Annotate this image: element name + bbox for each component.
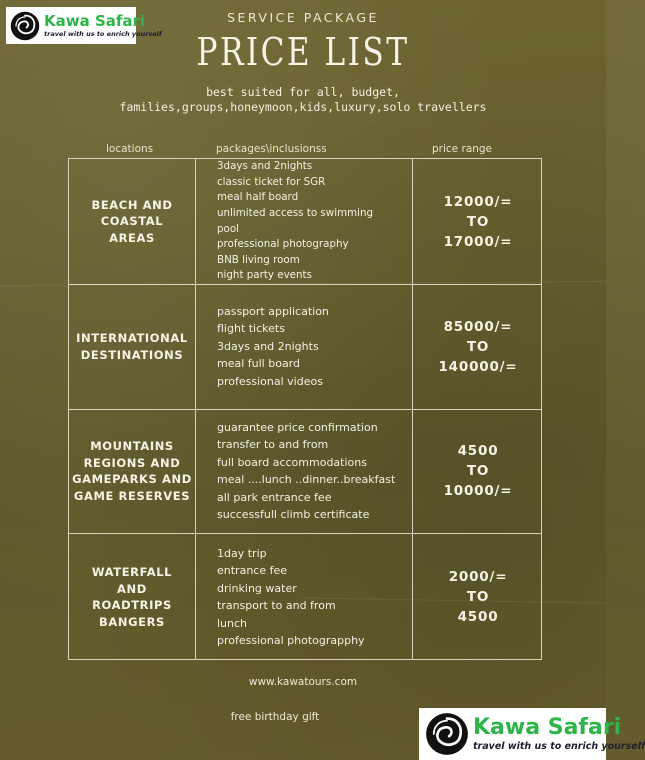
price-line: 10000/= <box>443 483 513 499</box>
location-line: AND <box>117 581 147 596</box>
footer-note: free birthday gift <box>230 711 320 723</box>
package-item: transport to and from <box>217 599 336 612</box>
package-item: pool <box>217 222 239 235</box>
price-line: 4500 <box>457 443 499 459</box>
package-item: lunch <box>217 616 248 630</box>
swirl-logo-icon <box>425 712 469 756</box>
table-row-location <box>69 409 195 533</box>
package-item: professional photography <box>217 238 349 251</box>
package-item: meal full board <box>217 357 300 371</box>
location-line: MOUNTAINS <box>90 439 174 453</box>
location-line: GAME RESERVES <box>73 488 191 503</box>
package-item: successfull climb certificate <box>217 508 370 521</box>
package-item: professional videos <box>217 374 323 388</box>
price-line: 140000/= <box>438 358 518 375</box>
page-title: PRICE LIST <box>196 30 410 74</box>
package-item: unlimited access to swimming <box>217 206 374 219</box>
location-line: GAMEPARKS AND <box>72 472 192 486</box>
table-row-price <box>413 533 543 661</box>
location-line: DESTINATIONS <box>80 347 184 362</box>
table-row-packages <box>217 533 407 661</box>
table-row-price <box>413 159 543 284</box>
price-line: 85000/= <box>443 318 513 335</box>
package-item: classic ticket for SGR <box>217 175 326 188</box>
table-row-location <box>69 159 195 284</box>
price-line: 4500 <box>457 609 499 625</box>
location-line: ROADTRIPS <box>92 598 172 612</box>
column-header-price: price range <box>432 143 493 155</box>
package-item: drinking water <box>217 581 297 595</box>
location-line: AREAS <box>109 230 155 245</box>
price-line: 12000/= <box>443 193 513 210</box>
package-item: guarantee price confirmation <box>217 420 378 434</box>
brand-name: Kawa Safari <box>473 714 622 740</box>
package-item: meal ....lunch ..dinner..breakfast <box>217 473 396 486</box>
package-item: passport application <box>217 304 329 318</box>
price-line: TO <box>466 589 490 605</box>
table-row-price <box>413 409 543 533</box>
package-item: all park entrance fee <box>217 490 332 504</box>
location-line: COASTAL <box>100 214 164 229</box>
location-line: REGIONS AND <box>83 455 181 470</box>
website-link[interactable]: www.kawatours.com <box>248 676 358 688</box>
package-item: night party events <box>217 269 312 282</box>
column-header-locations: locations <box>106 143 154 155</box>
price-table <box>68 158 542 660</box>
table-row-location <box>69 533 195 661</box>
subtitle-line-2: families,groups,honeymoon,kids,luxury,solo travellers <box>119 100 487 114</box>
location-line: INTERNATIONAL <box>76 331 188 345</box>
package-item: professional photograpphy <box>217 634 365 647</box>
price-line: 2000/= <box>448 569 508 585</box>
brand-tagline: travel with us to enrich yourself <box>473 740 645 752</box>
package-item: full board accommodations <box>217 455 367 469</box>
package-item: BNB living room <box>217 253 300 266</box>
price-line: 17000/= <box>443 233 513 250</box>
table-row-location <box>69 284 195 409</box>
package-item: 3days and 2nights <box>217 160 313 173</box>
package-item: transfer to and from <box>217 438 329 451</box>
package-item: entrance fee <box>217 564 288 577</box>
page-kicker: SERVICE PACKAGE <box>227 10 379 25</box>
location-line: BEACH AND <box>91 197 173 212</box>
package-item: flight tickets <box>217 322 285 336</box>
brand-name: Kawa Safari <box>44 11 146 30</box>
brand-tagline: travel with us to enrich yourself <box>44 29 162 38</box>
price-line: TO <box>466 213 490 230</box>
table-row-packages <box>217 409 407 533</box>
table-row-price <box>413 284 543 409</box>
subtitle-line-1: best suited for all, budget, <box>206 85 400 99</box>
package-item: 1day trip <box>217 546 267 560</box>
column-header-packages: packages\inclusionss <box>216 143 327 155</box>
price-line: TO <box>466 463 490 479</box>
package-item: meal half board <box>217 191 299 204</box>
table-row-packages <box>217 159 407 284</box>
package-item: 3days and 2nights <box>217 339 319 353</box>
table-row-packages <box>217 284 407 409</box>
location-line: WATERFALL <box>91 565 173 579</box>
brand-logo-bottom <box>419 708 645 760</box>
price-line: TO <box>466 338 490 355</box>
location-line: BANGERS <box>99 614 165 629</box>
